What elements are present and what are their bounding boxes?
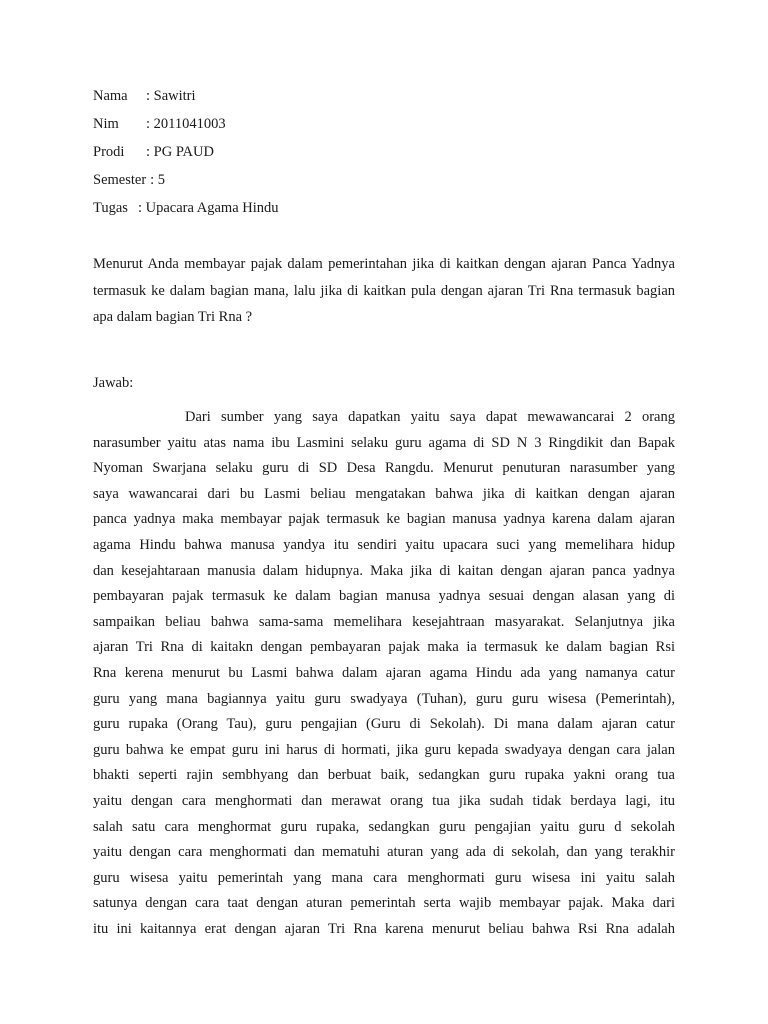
answer-paragraph bbox=[93, 405, 675, 942]
nim-value: : 2011041003 bbox=[146, 116, 226, 132]
student-identity-block bbox=[93, 86, 493, 226]
answer-line: satunya dengan cara taat dengan aturan pemerintah serta wajib membayar pajak. Maka dari bbox=[93, 895, 675, 912]
answer-line: narasumber yaitu atas nama ibu Lasmini selaku guru agama di SD N 3 Ringdikit dan Bapak bbox=[93, 434, 675, 451]
answer-line: saya wawancarai dari bu Lasmi beliau mengatakan bahwa jika di kaitkan dengan ajaran bbox=[93, 485, 675, 502]
answer-line: Rna kerena menurut bu Lasmi bahwa dalam ajaran agama Hindu ada yang namanya catur bbox=[93, 664, 675, 681]
answer-line: yaitu dengan cara menghormati dan merawat orang tua jika sudah tidak berdaya lagi, itu bbox=[93, 792, 675, 809]
tugas-value: : Upacara Agama Hindu bbox=[138, 200, 279, 216]
nama-label: Nama bbox=[93, 88, 128, 104]
answer-line: agama Hindu bahwa manusa yandya itu sendiri yaitu upacara suci yang memelihara hidup bbox=[93, 536, 675, 553]
answer-line: yaitu dengan cara menghormati dan mematuhi aturan yang ada di sekolah, dan yang terakhir bbox=[93, 844, 675, 861]
prodi-value: : PG PAUD bbox=[146, 144, 214, 160]
answer-line: sampaikan beliau bahwa sama-sama memelihara kesejahtraan masyarakat. Selanjutnya jika bbox=[93, 613, 675, 630]
answer-line: guru rupaka (Orang Tau), guru pengajian (Guru di Sekolah). Di mana dalam ajaran catur bbox=[93, 716, 675, 733]
identity-row-nim bbox=[93, 114, 493, 142]
identity-row-semester bbox=[93, 170, 493, 198]
answer-line: salah satu cara menghormat guru rupaka, sedangkan guru pengajian yaitu guru d sekolah bbox=[93, 818, 675, 835]
answer-line: guru yang mana bagiannya yaitu guru swadyaya (Tuhan), guru guru wisesa (Pemerintah), bbox=[93, 690, 675, 707]
answer-label: Jawab: bbox=[93, 375, 134, 391]
prodi-label: Prodi bbox=[93, 144, 125, 160]
answer-line: pembayaran pajak termasuk ke dalam bagian manusa yadnya sesuai dengan alasan yang di bbox=[93, 588, 675, 605]
answer-line: guru wisesa yaitu pemerintah yang mana cara menghormati guru wisesa ini yaitu salah bbox=[93, 869, 675, 886]
answer-line: Dari sumber yang saya dapatkan yaitu saya dapat mewawancarai 2 orang bbox=[185, 409, 675, 425]
tugas-label: Tugas bbox=[93, 200, 128, 216]
nama-value: : Sawitri bbox=[146, 88, 196, 104]
answer-line: ajaran Tri Rna di kaitakn dengan pembayaran pajak maka ia termasuk ke dalam bagian Rsi bbox=[93, 639, 675, 656]
identity-row-nama bbox=[93, 86, 493, 114]
identity-row-tugas bbox=[93, 198, 493, 226]
answer-line: dan kesejahtaraan manusia dalam hidupnya. Maka jika di kaitan dengan ajaran panca yadnya bbox=[93, 562, 675, 579]
answer-line: guru bahwa ke empat guru ini harus di hormati, jika guru kepada swadyaya dengan cara jalan bbox=[93, 741, 675, 758]
answer-line: bhakti seperti rajin sembhyang dan berbuat baik, sedangkan guru rupaka yakni orang tua bbox=[93, 767, 675, 784]
answer-line: panca yadnya maka membayar pajak termasuk ke bagian manusa yadnya karena dalam ajaran bbox=[93, 511, 675, 528]
nim-label: Nim bbox=[93, 116, 119, 132]
question-paragraph: Menurut Anda membayar pajak dalam pemerintahan jika di kaitkan dengan ajaran Panca Yadnya termasuk ke dalam bagian mana, lalu jika di kaitkan pula dengan ajaran Tri Rna termasuk bagian apa dalam bagian Tri Rna ? bbox=[93, 256, 675, 325]
identity-row-prodi bbox=[93, 142, 493, 170]
semester-value: : 5 bbox=[150, 172, 166, 188]
answer-line: Nyoman Swarjana selaku guru di SD Desa Rangdu. Menurut penuturan narasumber yang bbox=[93, 460, 675, 477]
answer-line: itu ini kaitannya erat dengan ajaran Tri Rna karena menurut beliau bahwa Rsi Rna adalah bbox=[93, 920, 675, 937]
semester-label: Semester bbox=[93, 172, 147, 188]
